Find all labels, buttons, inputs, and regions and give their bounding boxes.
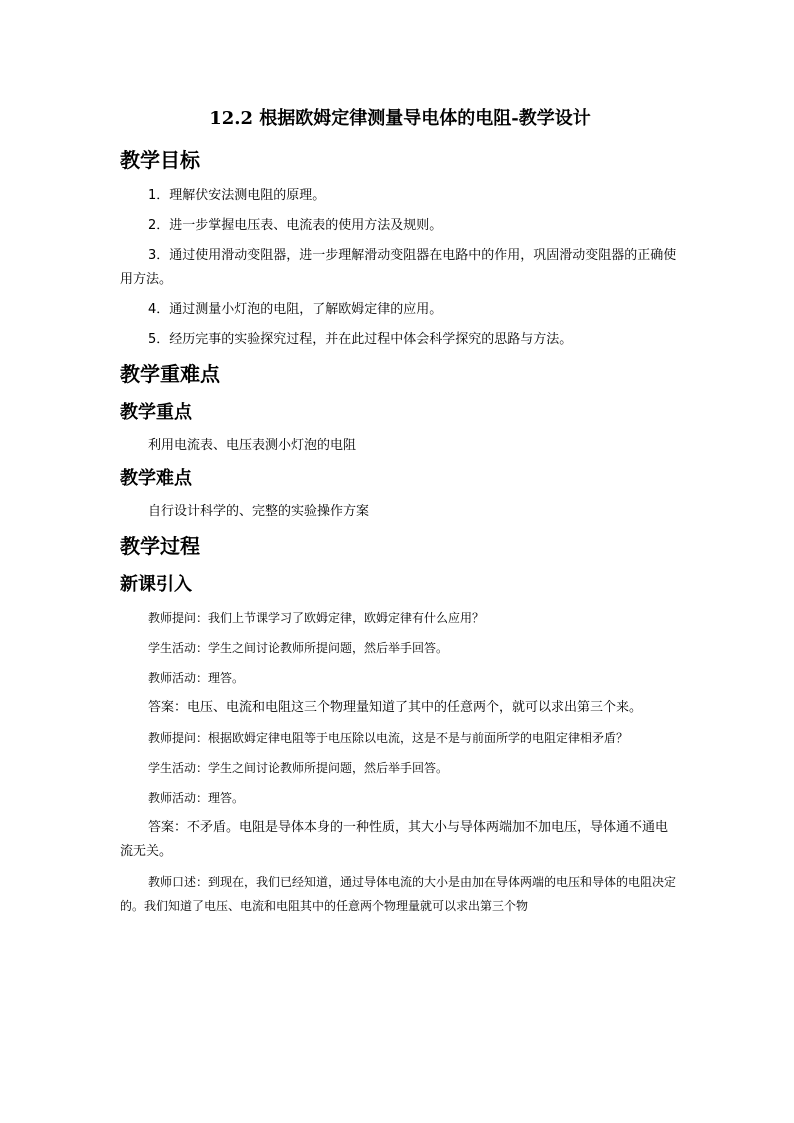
- section-heading-goals: 教学目标: [120, 148, 200, 172]
- focus-text: 利用电流表、电压表测小灯泡的电阻: [148, 438, 357, 453]
- process-paragraph-3: 教师活动：理答。: [148, 671, 245, 685]
- goal-item-4: 4．通过测量小灯泡的电阻，了解欧姆定律的应用。: [148, 302, 443, 317]
- process-paragraph-4: 教师提问：根据欧姆定律电阻等于电压除以电流，这是不是与前面所学的电阻定律相矛盾？: [148, 731, 629, 745]
- document-title: 12.2 根据欧姆定律测量导电体的电阻-教学设计: [209, 108, 591, 129]
- section-heading-process: 教学过程: [120, 534, 200, 558]
- process-paragraph-5: 学生活动：学生之间讨论教师所提问题，然后举手回答。: [148, 761, 449, 775]
- subheading-intro: 新课引入: [120, 574, 192, 595]
- process-paragraph-7: 教师口述：到现在，我们已经知道，通过导体电流的大小是由加在导体两端的电压和导体的电阻决定的。我们知道了电压、电流和电阻其中的任意两个物理量就可以求出第三个物: [120, 875, 677, 913]
- goal-item-2: 2．进一步掌握电压表、电流表的使用方法及规则。: [148, 218, 443, 233]
- process-paragraph-2: 学生活动：学生之间讨论教师所提问题，然后举手回答。: [148, 641, 449, 655]
- process-answer-1: 答案：电压、电流和电阻这三个物理量知道了其中的任意两个，就可以求出第三个来。: [148, 700, 643, 715]
- process-answer-2: 答案：不矛盾。电阻是导体本身的一种性质，其大小与导体两端加不加电压，导体通不通电流无关。: [120, 820, 669, 859]
- process-paragraph-1: 教师提问：我们上节课学习了欧姆定律，欧姆定律有什么应用？: [148, 611, 485, 625]
- subheading-focus: 教学重点: [120, 402, 192, 423]
- difficulty-text: 自行设计科学的、完整的实验操作方案: [148, 504, 370, 519]
- goal-item-1: 1．理解伏安法测电阻的原理。: [148, 188, 326, 203]
- process-paragraph-6: 教师活动：理答。: [148, 791, 245, 805]
- section-heading-keypoints: 教学重难点: [120, 362, 220, 386]
- goal-item-3: 3．通过使用滑动变阻器，进一步理解滑动变阻器在电路中的作用，巩固滑动变阻器的正确使用方法。: [120, 248, 677, 287]
- subheading-difficulty: 教学难点: [120, 468, 192, 489]
- goal-item-5: 5．经历完事的实验探究过程，并在此过程中体会科学探究的思路与方法。: [148, 332, 573, 347]
